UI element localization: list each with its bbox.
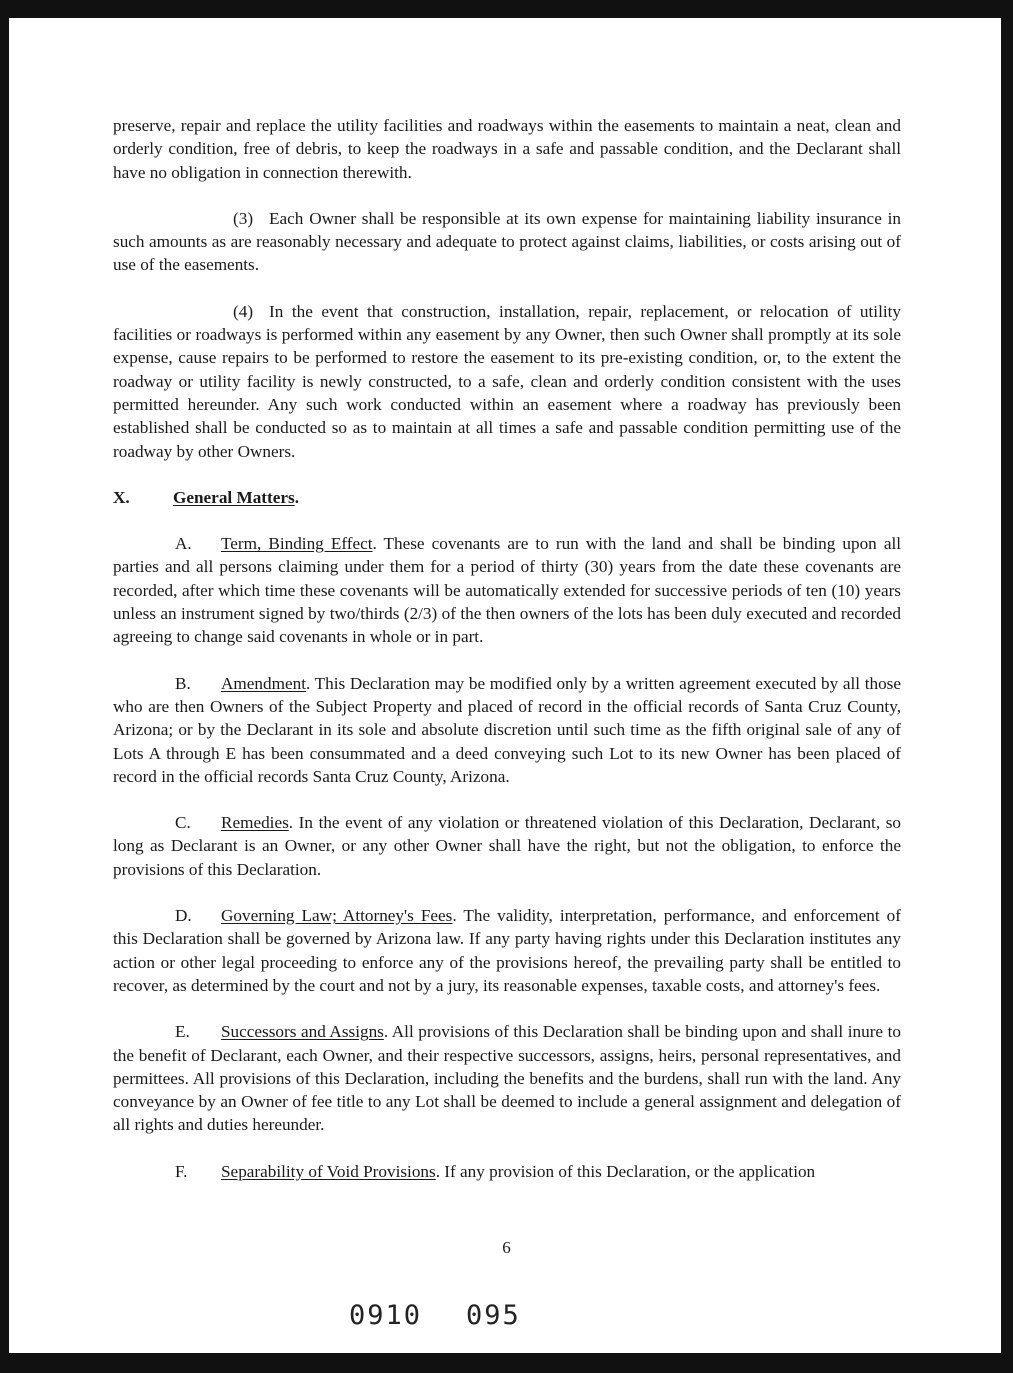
- paragraph-continuation: preserve, repair and replace the utility facilities and roadways within the easements to maintain a neat, clean and orderly condition, free of debris, to keep the roadways in a safe and passable condition, and the Declarant shall have no obligation in connection therewith.: [113, 116, 901, 182]
- section-title-suffix: .: [294, 487, 299, 507]
- item-text: . If any provision of this Declaration, or the application: [435, 1161, 816, 1181]
- item-letter: B.: [175, 673, 191, 693]
- sub-number: (4): [233, 301, 254, 321]
- scan-border-bottom: [0, 1353, 1013, 1373]
- filing-page: 095: [466, 1300, 521, 1331]
- item-text: . These covenants are to run with the land and shall be binding upon all parties and all persons claiming under them for a period of thirty (30) years from the date these covenants are recorded, after which time these covenants will be automatically extended for successive periods of ten (10) years unless an instrument signed by two/thirds (2/3) of the then owners of the lots has been duly executed and recorded agreeing to change said covenants in whole or in part.: [113, 534, 901, 647]
- item-heading: Remedies: [221, 813, 289, 833]
- item-heading: Successors and Assigns: [221, 1022, 384, 1042]
- item-letter: F.: [175, 1161, 188, 1181]
- item-letter: E.: [175, 1022, 190, 1042]
- item-f: [113, 1160, 901, 1183]
- item-a: [113, 532, 901, 648]
- item-b: [113, 672, 901, 788]
- item-c: [113, 811, 901, 881]
- item-letter: A.: [175, 534, 192, 554]
- scan-border-top: [0, 0, 1013, 18]
- item-letter: C.: [175, 813, 191, 833]
- sub-number: (3): [233, 208, 254, 228]
- recording-stamp: [349, 1300, 521, 1331]
- document-page: [113, 114, 901, 1183]
- item-heading: Separability of Void Provisions: [221, 1161, 436, 1181]
- paragraph-sub-3: [113, 207, 901, 277]
- item-text: . All provisions of this Declaration shall be binding upon and shall inure to the benefit of Declarant, each Owner, and their respective successors, assigns, heirs, personal representatives, and permittees. All provisions of this Declaration, including the benefits and the burdens, shall run with the land. Any conveyance by an Owner of fee title to any Lot shall be deemed to include a general assignment and delegation of all rights and duties hereunder.: [113, 1022, 901, 1135]
- item-heading: Governing Law; Attorney's Fees: [221, 906, 453, 926]
- item-text: . In the event of any violation or threatened violation of this Declaration, Declarant, so long as Declarant is an Owner, or any other Owner shall have the right, but not the obligation, to enforce the provisions of this Declaration.: [113, 813, 901, 879]
- item-heading: Term, Binding Effect: [221, 534, 373, 554]
- item-d: [113, 904, 901, 997]
- section-heading: [113, 486, 901, 509]
- paragraph-text: Each Owner shall be responsible at its own expense for maintaining liability insurance in such amounts as are reasonably necessary and adequate to protect against claims, liabilities, or costs arising out of use of the easements.: [113, 208, 901, 275]
- item-text: . This Declaration may be modified only by a written agreement executed by all those who are then Owners of the Subject Property and placed of record in the official records of Santa Cruz County, Arizona; or by the Declarant in its sole and absolute discretion until such time as the fifth original sale of any of Lots A through E has been consummated and a deed conveying such Lot to its new Owner has been placed of record in the official records Santa Cruz County, Arizona.: [113, 673, 901, 786]
- paragraph-sub-4: [113, 300, 901, 463]
- scan-border-right: [1001, 0, 1013, 1373]
- item-e: [113, 1020, 901, 1136]
- item-heading: Amendment: [221, 673, 306, 693]
- filing-book: 0910: [349, 1300, 423, 1331]
- paragraph-text: In the event that construction, installation, repair, replacement, or relocation of utility facilities or roadways is performed within any easement by any Owner, then such Owner shall promptly at its sole expense, cause repairs to be performed to restore the easement to its pre-existing condition, or, to the extent the roadway or utility facility is newly constructed, to a safe, clean and orderly condition consistent with the uses permitted hereunder. Any such work conducted within an easement where a roadway has previously been established shall be conducted so as to maintain at all times a safe and passable condition permitting use of the roadway by other Owners.: [113, 301, 901, 461]
- item-letter: D.: [175, 906, 192, 926]
- section-title: General Matters: [173, 487, 295, 507]
- page-number: 6: [502, 1238, 511, 1257]
- section-number: X.: [113, 487, 130, 507]
- scan-border-left: [0, 0, 9, 1373]
- item-text: . The validity, interpretation, performance, and enforcement of this Declaration shall be governed by Arizona law. If any party having rights under this Declaration institutes any action or other legal proceeding to enforce any of the provisions hereof, the prevailing party shall be entitled to recover, as determined by the court and not by a jury, its reasonable expenses, taxable costs, and attorney's fees.: [113, 906, 901, 995]
